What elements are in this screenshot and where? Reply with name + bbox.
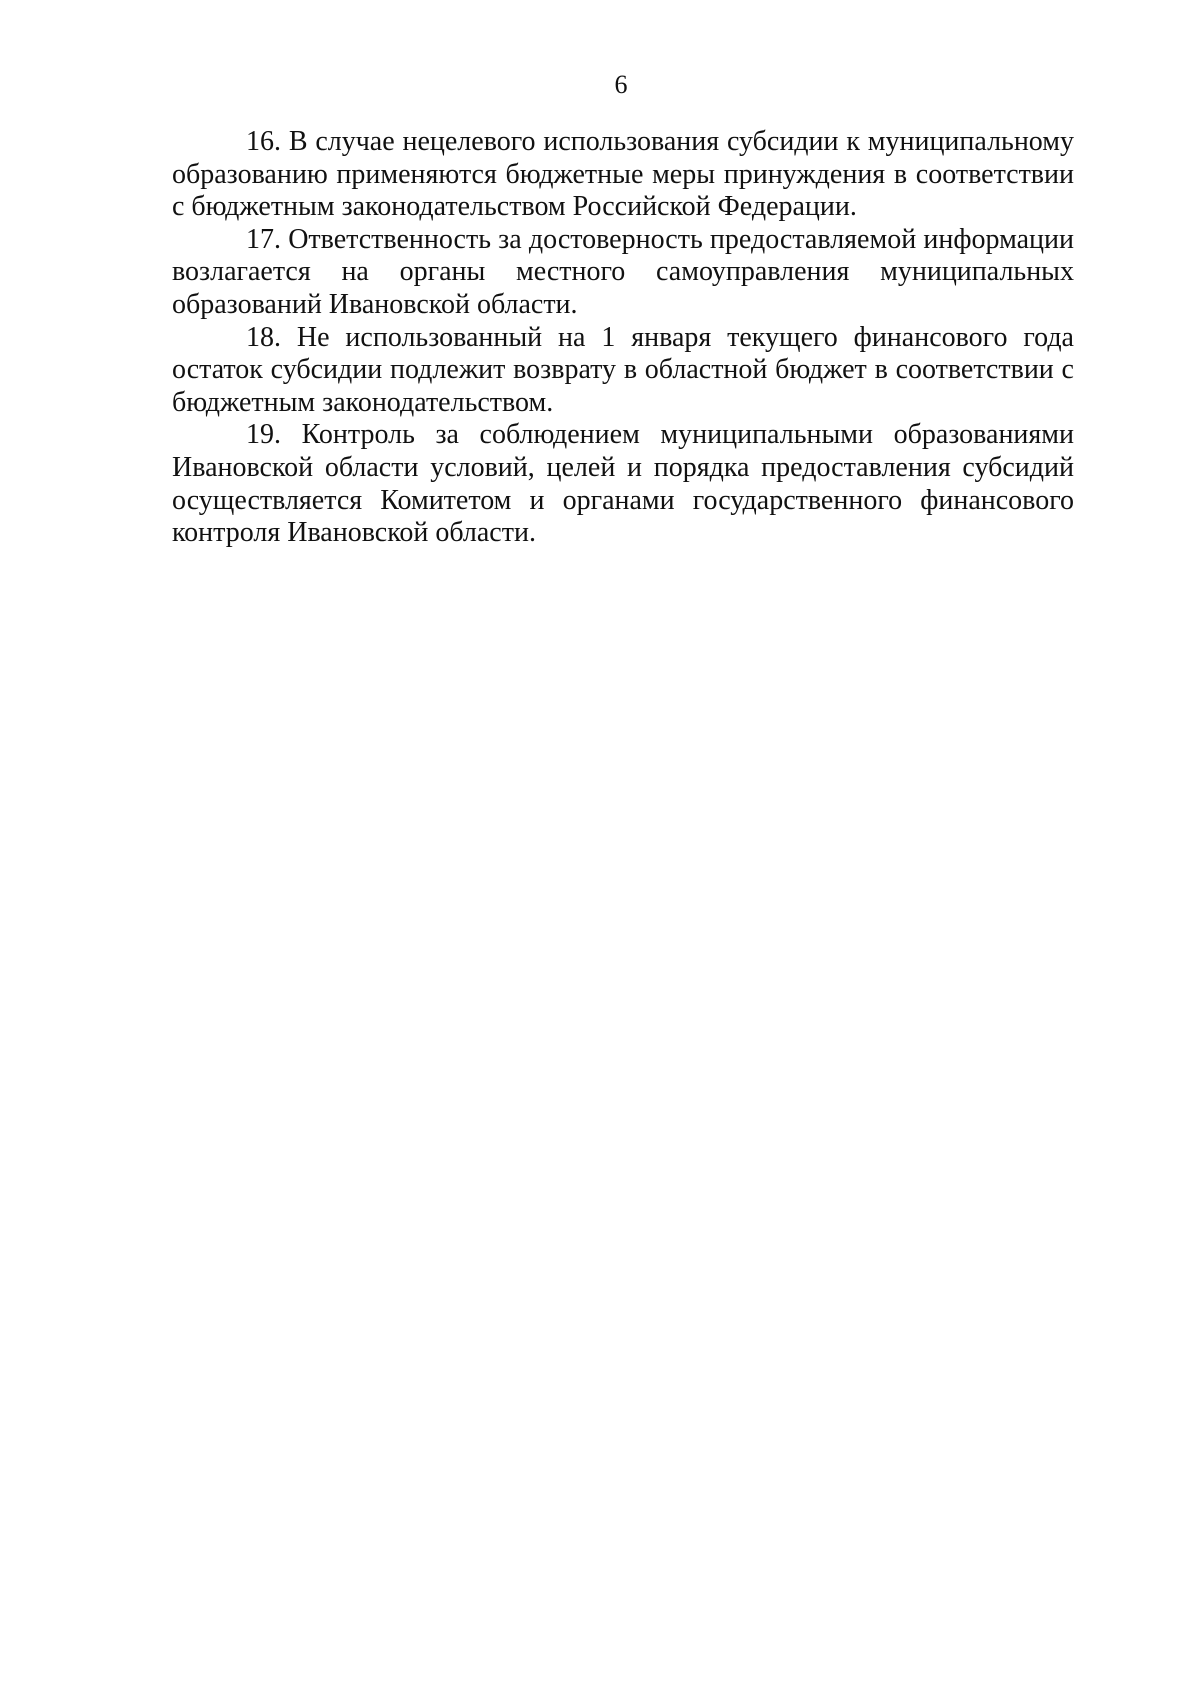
paragraph-17: 17. Ответственность за достоверность предоставляемой информации возлагается на органы местного самоуправления муниципальных образований Ивановской области. [172,223,1074,320]
paragraph-16: 16. В случае нецелевого использования субсидии к муниципальному образованию применяются бюджетные меры принуждения в соответствии с бюджетным законодательством Российской Федерации. [172,126,1074,223]
paragraph-18: 18. Не использованный на 1 января текущего финансового года остаток субсидии подлежит возврату в областной бюджет в соответствии с бюджетным законодательством. [172,321,1074,418]
page-number: 6 [614,70,628,99]
document-body [172,126,1074,550]
paragraph-19: 19. Контроль за соблюдением муниципальными образованиями Ивановской области условий, целей и порядка предоставления субсидий осуществляется Комитетом и органами государственного финансового контроля Ивановской области. [172,419,1074,549]
